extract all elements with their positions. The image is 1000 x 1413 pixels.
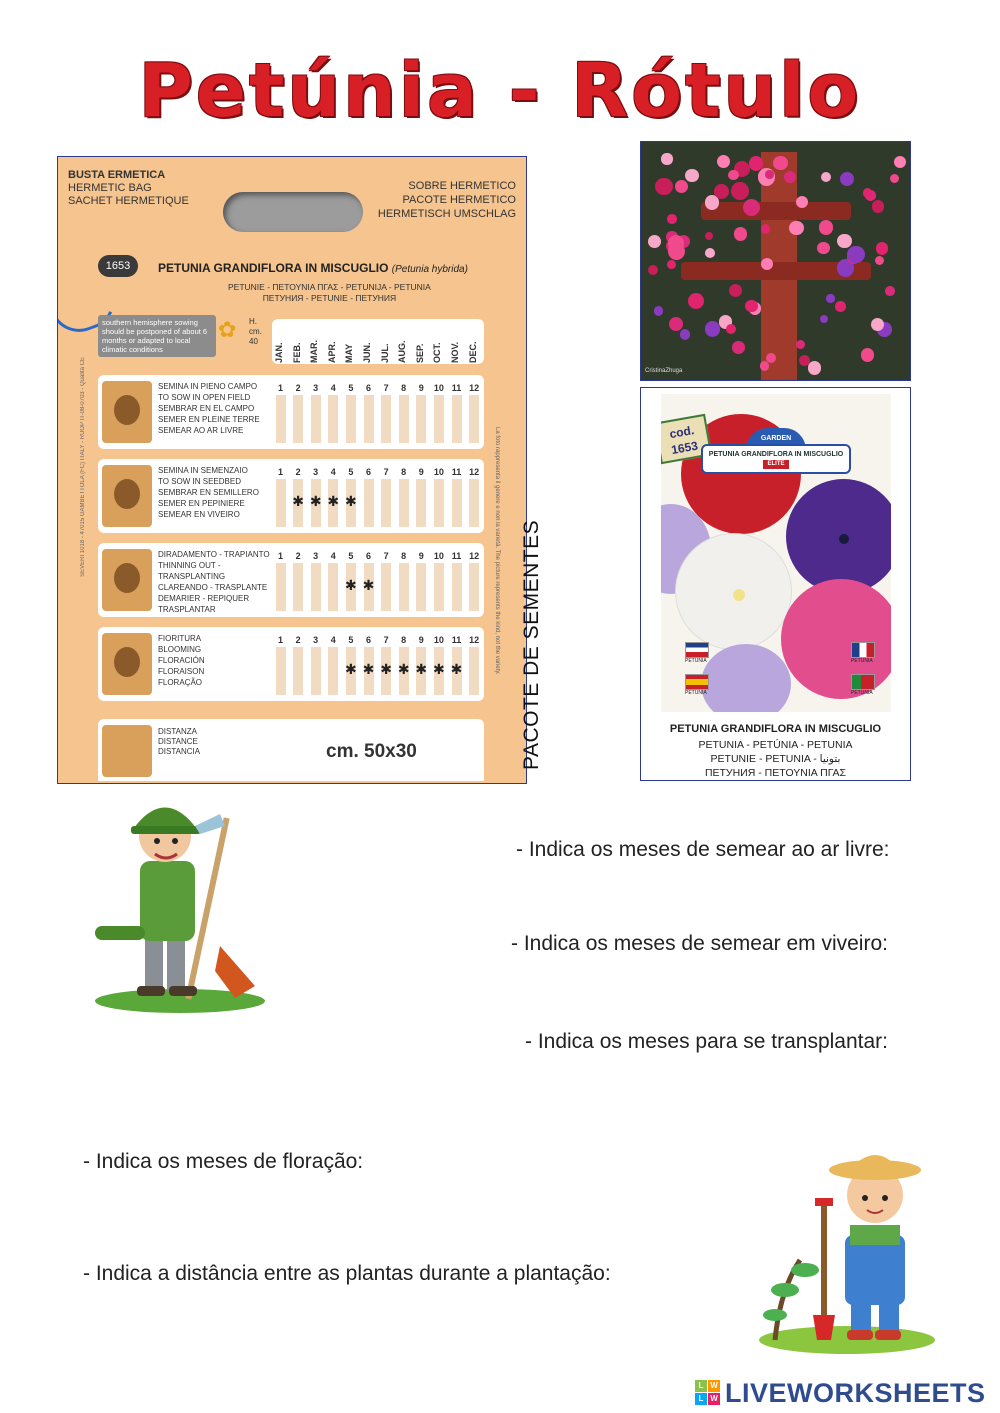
month-label: JUN. [362,342,372,363]
month-number: 7 [383,383,389,393]
calendar-row-open-field [98,375,484,449]
month-number: 7 [383,635,389,645]
month-marker-icon: ✱ [309,493,322,509]
sunflower-icon [102,725,152,777]
month-marker-icon: ✱ [345,577,357,593]
month-header [272,319,484,364]
month-number: 1 [277,467,283,477]
question-open-field: - Indica os meses de semear ao ar livre: [516,838,890,861]
month-number: 12 [469,635,480,645]
month-label: JUL. [379,343,390,363]
month-number: 11 [451,551,462,561]
liveworksheets-logo-icon: L W L W [695,1380,721,1406]
photo-credit: CristinaZhuga [645,368,683,374]
month-label: MAR. [309,340,320,363]
month-number: 2 [295,383,301,393]
month-number: 6 [365,383,371,393]
sunflower-icon: ✿ [218,317,237,342]
month-number: 4 [330,635,336,645]
month-number: 4 [330,551,336,561]
month-marker-icon: ✱ [345,661,357,677]
month-label: AUG. [397,340,408,363]
seed-packet-caption: PACOTE DE SEMENTES [520,519,543,770]
product-name: PETUNIA GRANDIFLORA IN MISCUGLIO (Petunia hybrida) [158,261,468,275]
activity-icon [102,549,152,611]
month-number: 9 [418,635,424,645]
label-side-text: SEVERI 1018 - 47015 GAMBETTOLA (FC) ITALY - RUOP IT-08-0703 - Qualità CE [80,357,86,577]
month-number: 2 [295,467,301,477]
seed-packet-image: cod. 1653 GARDEN PETUNIA GRANDIFLORA IN MISCUGLIO ELITE PETUNIA PETUNIA PETUNIA PETUNIA PETUNIA GRANDIFLORA IN MISCUGLIO PETUNIA - PETÚNIA - PETUNIA PETUNIE - PETUNIA - بتونيا ПЕТУНИЯ - ΠΕΤΟΥΝΙΑ ΠΓΑΣ [640,387,911,781]
month-number: 4 [330,467,336,477]
month-number: 8 [401,551,407,561]
month-label: DEC. [467,341,478,363]
month-number: 11 [451,635,462,645]
month-number: 6 [365,635,371,645]
product-subnames: PETUNIE - ΠΕΤΟΥΝΙΑ ΠΓΑΣ - PETUNIJA - PETUNIA ПЕТУНИЯ - PETUNIE - ПЕТУНИЯ [228,282,431,303]
question-distance: - Indica a distância entre as plantas durante a plantação: [83,1262,611,1285]
month-number: 5 [348,551,354,561]
activity-icon [102,633,152,695]
question-seedbed: - Indica os meses de semear em viveiro: [511,932,888,955]
month-number: 3 [313,467,319,477]
page-title: Petúnia - Rótulo [138,48,862,134]
france-flag-icon [851,642,875,658]
month-marker-icon: ✱ [292,493,304,509]
month-number: 9 [418,551,424,561]
month-marker-icon: ✱ [345,493,357,509]
month-label: MAY [344,343,355,363]
question-transplant: - Indica os meses para se transplantar: [525,1030,889,1053]
month-label: JAN. [274,342,284,363]
gardener-illustration [85,786,275,1014]
kid-gardener-illustration [755,1140,940,1355]
month-label: APR. [326,341,337,363]
month-number: 1 [277,635,283,645]
seed-label-card [57,156,527,784]
activity-label: FIORITURA BLOOMING FLORACIÓN FLORAISON FLORAÇÃO [158,634,205,687]
activity-icon [102,465,152,527]
month-number: 10 [433,467,444,477]
liveworksheets-logo-text: LIVEWORKSHEETS [725,1378,986,1408]
distance-row: DISTANZA DISTANCE DISTANCIA cm. 50x30 [98,719,484,781]
month-number: 7 [383,467,389,477]
month-marker-icon: ✱ [415,661,428,677]
month-number: 2 [295,551,301,561]
month-number: 4 [330,383,336,393]
calendar-row-transplant [98,543,484,617]
month-label: SEP. [414,343,425,363]
month-number: 9 [418,467,424,477]
month-number: 11 [451,467,462,477]
product-code-badge: 1653 [98,255,138,277]
month-number: 8 [401,467,407,477]
distance-value: cm. 50x30 [326,741,417,762]
month-number: 9 [418,383,424,393]
calendar-row-blooming [98,627,484,701]
plant-height: H. cm. 40 [249,317,262,346]
brand-badge: GARDEN [746,428,806,450]
uk-flag-icon [685,642,709,658]
packet-ribbon: PETUNIA GRANDIFLORA IN MISCUGLIO ELITE [701,444,851,474]
spain-flag-icon [685,674,709,690]
month-number: 1 [277,551,283,561]
month-number: 12 [469,551,480,561]
month-label: OCT. [432,342,443,363]
month-number: 6 [365,551,371,561]
month-marker-icon: ✱ [362,661,375,677]
month-number: 3 [313,635,319,645]
month-marker-icon: ✱ [362,577,375,593]
month-number: 3 [313,383,319,393]
month-number: 12 [469,467,480,477]
hanging-hole [223,192,363,232]
month-number: 11 [451,383,462,393]
month-number: 1 [277,383,283,393]
month-number: 10 [433,551,444,561]
month-label: FEB. [291,342,302,363]
month-marker-icon: ✱ [380,661,392,677]
activity-label: DIRADAMENTO - TRAPIANTO THINNING OUT - TRANSPLANTING CLAREANDO - TRASPLANTE DEMARIER - REPIQUER TRASPLANTAR [158,550,270,614]
month-marker-icon: ✱ [327,493,340,509]
month-marker-icon: ✱ [397,661,410,677]
month-number: 6 [365,467,371,477]
packet-code: cod. 1653 [661,414,712,464]
month-number: 5 [348,635,354,645]
month-number: 2 [295,635,301,645]
hermetic-bag-labels-right: SOBRE HERMETICO PACOTE HERMETICO HERMETISCH UMSCHLAG [377,180,516,220]
label-side-note: La foto rappresenta il genere e non la varietà. The picture represents the kind, not the variety. [494,427,500,675]
month-marker-icon: ✱ [450,661,463,677]
month-number: 12 [469,383,480,393]
month-label: NOV. [450,341,460,363]
month-number: 5 [348,383,354,393]
month-number: 3 [313,551,319,561]
month-marker-icon: ✱ [433,661,445,677]
activity-label: SEMINA IN SEMENZAIO TO SOW IN SEEDBED SEMBRAR EN SEMILLERO SEMER EN PEPINIERE SEMEAR EN VIVEIRO [158,466,259,519]
packet-caption-title: PETUNIA GRANDIFLORA IN MISCUGLIO [669,723,882,735]
activity-icon [102,381,152,443]
question-blooming: - Indica os meses de floração: [83,1150,364,1173]
portugal-flag-icon [851,674,875,690]
activity-label: SEMINA IN PIENO CAMPO TO SOW IN OPEN FIELD SEMBRAR EN EL CAMPO SEMER EN PLEINE TERRE SEMEAR AO AR LIVRE [158,382,260,435]
month-number: 10 [433,383,444,393]
month-number: 10 [433,635,444,645]
hemisphere-note: southern hemisphere sowing should be postponed of about 6 months or adapted to local climatic conditions [98,315,216,357]
month-number: 5 [348,467,354,477]
month-number: 7 [383,551,389,561]
calendar-row-seedbed [98,459,484,533]
hermetic-bag-labels-left: BUSTA ERMETICA HERMETIC BAG SACHET HERMETIQUE [68,169,189,207]
petunia-basket-photo [640,141,911,381]
month-number: 8 [401,383,407,393]
month-number: 8 [401,635,407,645]
